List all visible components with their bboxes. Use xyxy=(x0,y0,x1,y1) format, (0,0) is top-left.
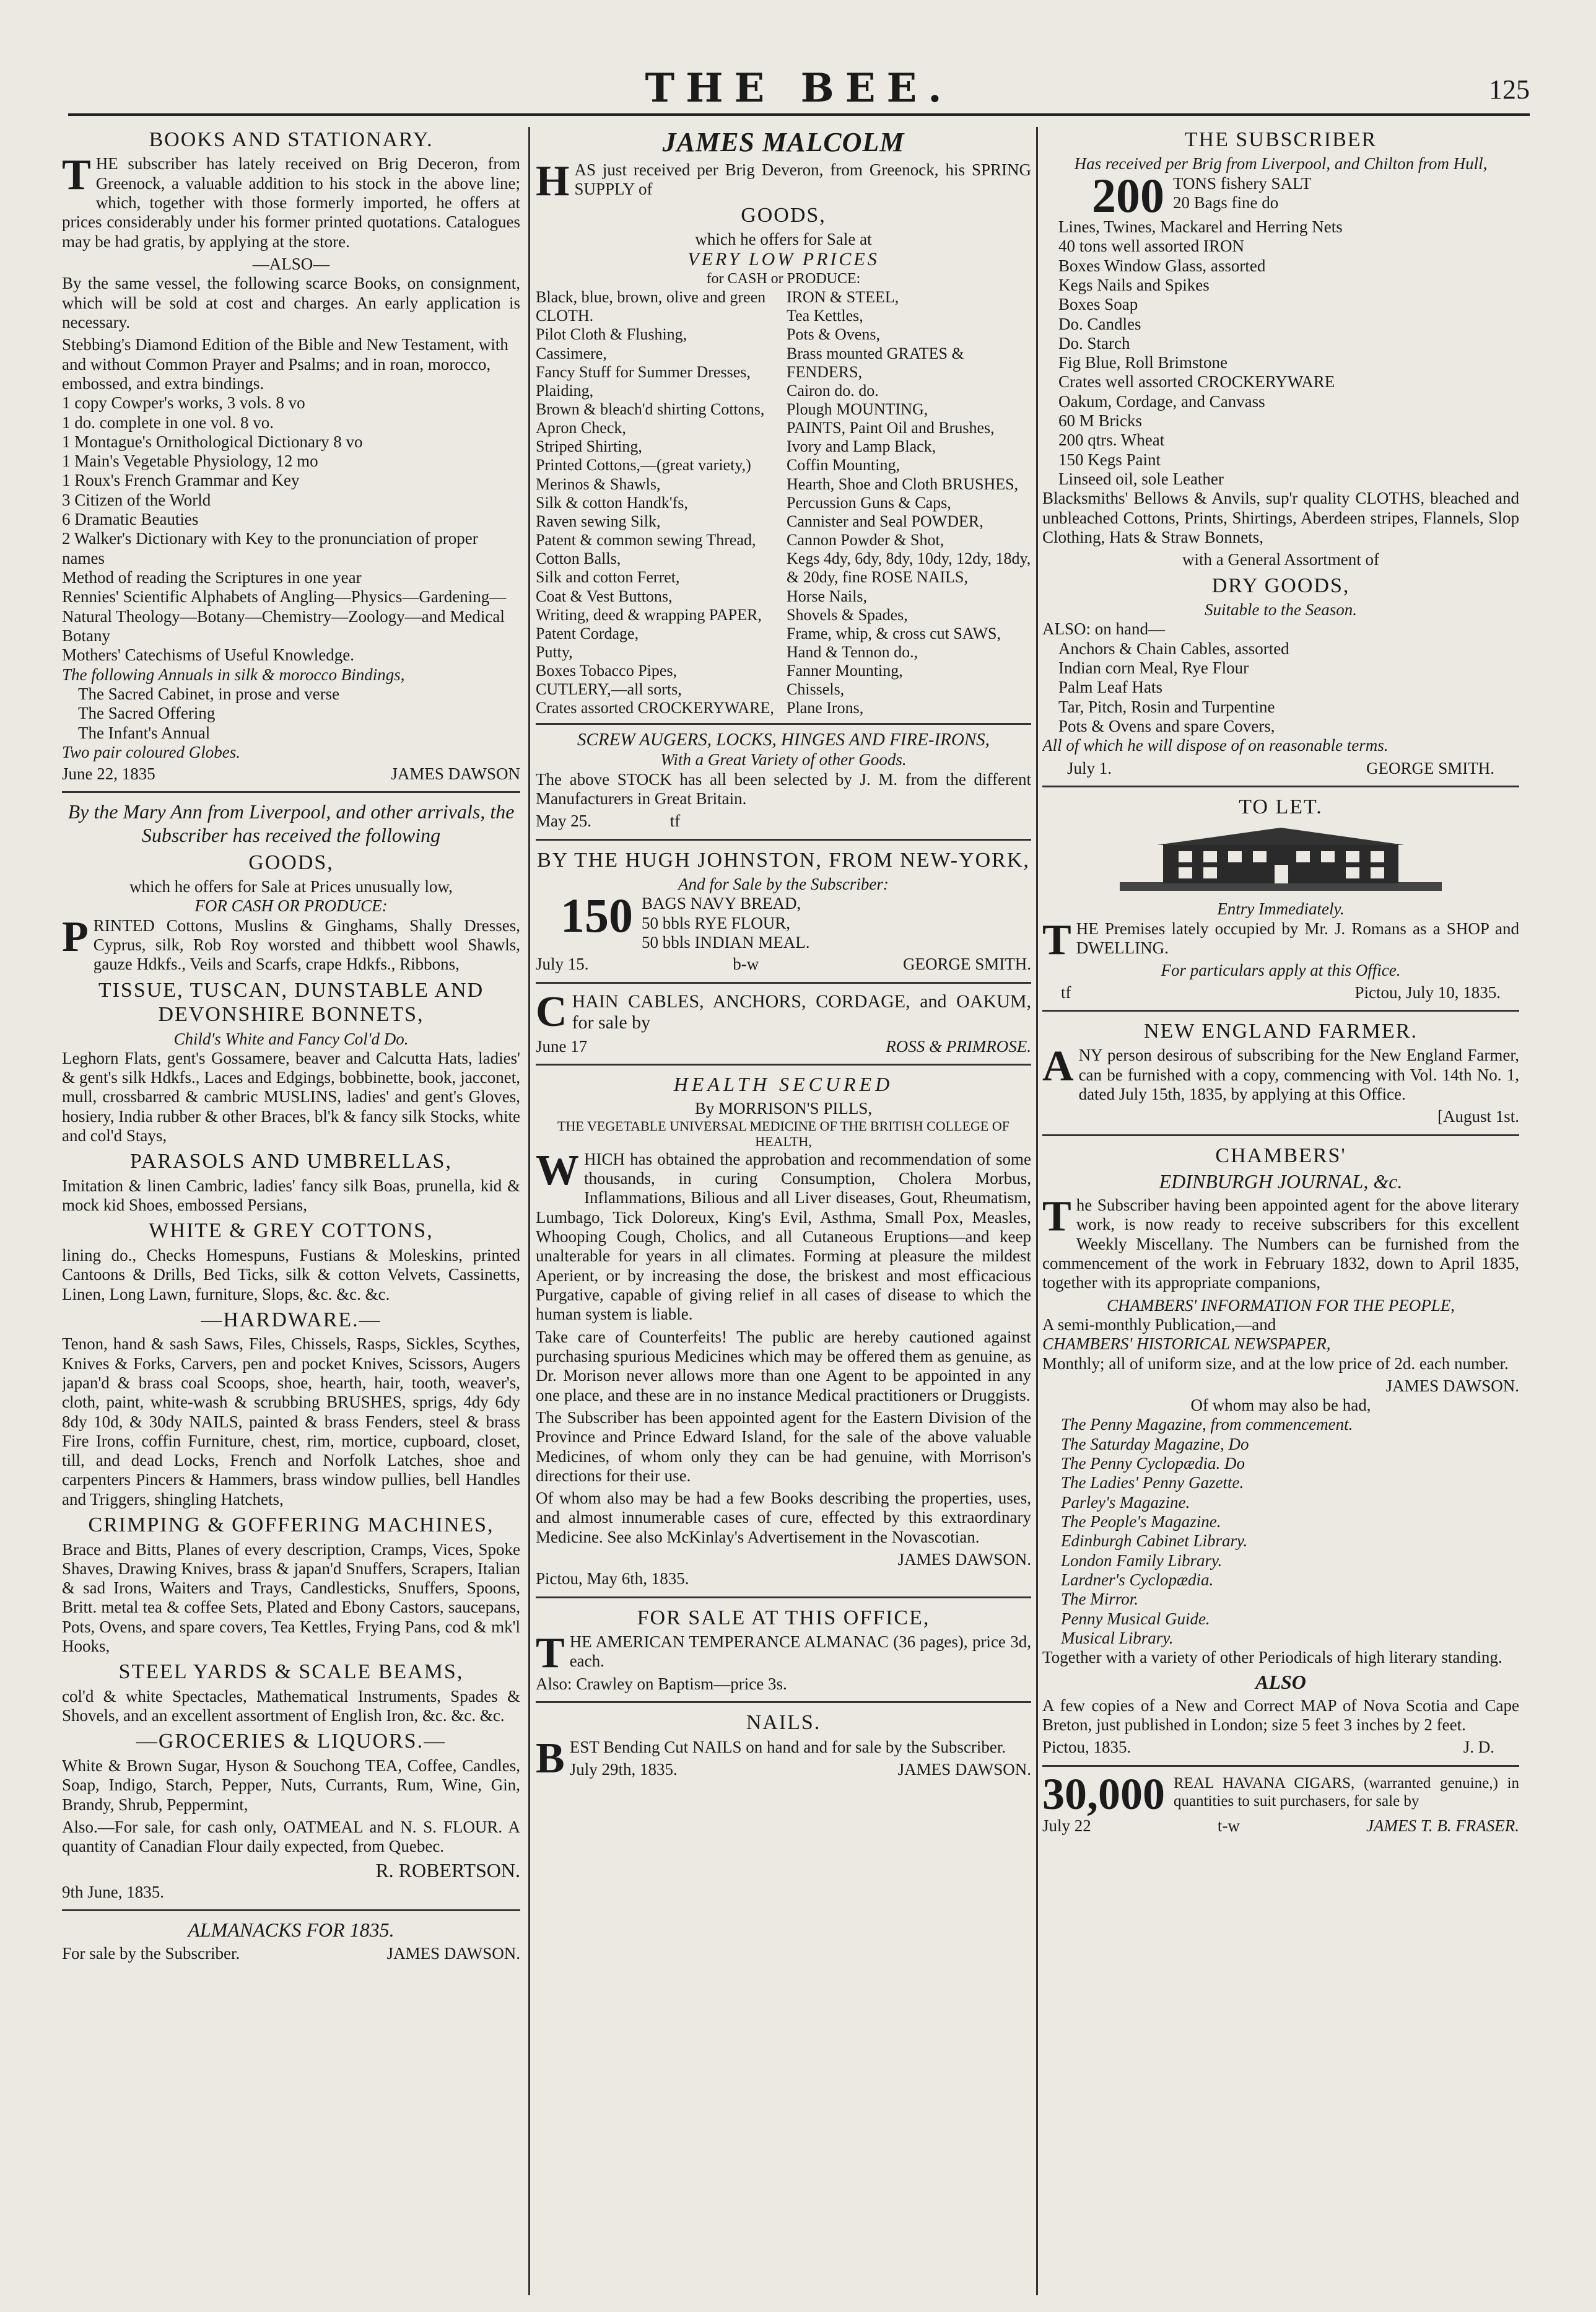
list-item: Cannister and Seal POWDER, xyxy=(787,512,983,530)
books-footer xyxy=(62,764,520,784)
chambers-heading: CHAMBERS' xyxy=(1215,1144,1346,1167)
cigars-advert xyxy=(1042,1769,1519,1836)
list-item: Hand & Tennon do., xyxy=(787,643,918,661)
list-item: Kegs Nails and Spikes xyxy=(1058,275,1210,294)
groceries-text: White & Brown Sugar, Hyson & Souchong TEA, Coffee, Candles, Soap, Indigo, Starch, Pepper, Nuts, Currants, Rum, Wine, Gin, Brandy, Shrub, Peppermint, xyxy=(62,1756,520,1814)
signature: GEORGE SMITH. xyxy=(1366,758,1494,777)
list-item: Boxes Window Glass, assorted xyxy=(1058,256,1266,275)
whom-line: Of whom may also be had, xyxy=(1190,1396,1371,1415)
list-item: Musical Library. xyxy=(1061,1628,1174,1647)
list-item: Pots & Ovens and spare Covers, xyxy=(1058,716,1275,735)
childs-line: Child's White and Fancy Col'd Do. xyxy=(173,1029,409,1048)
signature: JAMES T. B. FRASER. xyxy=(1366,1816,1519,1836)
date: July 1. xyxy=(1067,758,1112,777)
stock-text: The above STOCK has all been selected by J. M. from the different Manufacturers in Great Britain. xyxy=(536,769,1031,808)
date: Pictou, 1835. xyxy=(1042,1738,1132,1757)
list-item: Lines, Twines, Mackarel and Herring Nets xyxy=(1058,217,1343,236)
list-item: Shovels & Spades, xyxy=(787,605,908,624)
salt-row xyxy=(1042,168,1519,222)
signature: ROSS & PRIMROSE. xyxy=(886,1037,1031,1056)
tf-code: tf xyxy=(669,812,681,831)
list-item: Linseed oil, sole Leather xyxy=(1058,470,1224,488)
chambers-body: The Subscriber having been appointed agent for the above literary work, is now ready to receive subscribers for this excellent Weekly Miscellany. The Numbers can be furnished from the commencement of the work in February 1832, down to April 1835, together with its appropriate companions, xyxy=(1042,1193,1519,1292)
health-advert xyxy=(536,1073,1031,1588)
list-item: The Sacred Offering xyxy=(78,704,216,723)
almanacks-footer xyxy=(62,1944,520,1963)
masthead xyxy=(68,65,1530,115)
agent-text: The Subscriber has been appointed agent for the Eastern Division of the Province and Prince Edward Island, for the sale of the above valuable Medicines, of whom only they can be had genuine, with Morrison's directions for their use. xyxy=(536,1408,1031,1485)
steel-heading: STEEL YARDS & SCALE BEAMS, xyxy=(118,1660,464,1684)
list-item: Two pair coloured Globes. xyxy=(62,742,240,761)
list-item: Apron Check, xyxy=(536,419,626,437)
together-line: Together with a variety of other Periodicals of high literary standing. xyxy=(1042,1648,1502,1667)
list-item: The Mirror. xyxy=(1061,1590,1139,1609)
divider xyxy=(62,1909,520,1911)
brace-text: Brace and Bitts, Planes of every description, Cramps, Vices, Spoke Shaves, Drawing Knives, brass & japan'd Snuffers, Scrapers, Italian & sad Irons, Waiters and Trays, Candlesticks, Snuffers, Spoons, Britt. metal tea & coffee Sets, Plated and Ebony Castors, saucepans, Pots, Ovens, and spare covers, Tea Kettles, Frying Pans, cod & mk'l Hooks, xyxy=(62,1539,520,1656)
goods-list-right xyxy=(787,288,1031,718)
signature: JAMES DAWSON. xyxy=(1385,1376,1519,1395)
johnston-advert xyxy=(536,848,1031,974)
date: Pictou, July 10, 1835. xyxy=(1354,983,1501,1002)
page-number: 125 xyxy=(1489,74,1530,105)
list-item: 40 tons well assorted IRON xyxy=(1058,237,1244,256)
list-item: Putty, xyxy=(536,643,573,661)
chain-advert xyxy=(536,987,1031,1057)
list-item: 6 Dramatic Beauties xyxy=(62,510,199,529)
list-item: 3 Citizen of the World xyxy=(62,490,211,509)
list-item: Coat & Vest Buttons, xyxy=(536,587,673,605)
books-list xyxy=(62,335,520,762)
imitation-text: Imitation & linen Cambric, ladies' fancy silk Boas, prunella, kid & mock kid Shoes, embossed Persians, xyxy=(62,1176,520,1215)
list-item: Black, blue, brown, olive and green CLOTH. xyxy=(536,288,766,325)
list-item: Cannon Powder & Shot, xyxy=(787,531,944,550)
divider xyxy=(536,723,1031,725)
almanacks-advert xyxy=(62,1919,520,1963)
list-item: Plaiding, xyxy=(536,381,594,400)
list-item: Fanner Mounting, xyxy=(787,662,903,680)
column-divider xyxy=(528,127,530,2295)
books-consignment: By the same vessel, the following scarce Books, on consignment, which will be sold at cost and charges. An early application is necessary. xyxy=(62,274,520,331)
goods-heading: GOODS, xyxy=(248,851,334,874)
drygoods-heading: DRY GOODS, xyxy=(1211,574,1350,597)
cigars-body: REAL HAVANA CIGARS, (warranted genuine,) in quantities to suit purchasers, for sale by xyxy=(1174,1774,1519,1810)
chain-text: CHAIN CABLES, ANCHORS, CORDAGE, and OAKUM, for sale by xyxy=(536,987,1031,1036)
list-item: Merinos & Shawls, xyxy=(536,475,661,493)
list-item: Ivory and Lamp Black, xyxy=(787,437,936,456)
list-item: Lardner's Cyclopædia. xyxy=(1061,1570,1214,1589)
divider xyxy=(1042,1765,1519,1767)
books-intro: THE subscriber has lately received on Brig Deceron, from Greenock, a valuable addition to his stock in the above line; which, together with those formerly imported, he offers at prices considerably under his former printed quotations. Catalogues may be had gratis, by applying at the store. xyxy=(62,151,520,251)
list-item: 50 bbls INDIAN MEAL. xyxy=(642,932,810,952)
date: [August 1st. xyxy=(1437,1107,1519,1126)
list-item: Hearth, Shoe and Cloth BRUSHES, xyxy=(787,475,1019,493)
list-item: 50 bbls RYE FLOUR, xyxy=(642,913,791,932)
list-item: Palm Leaf Hats xyxy=(1058,678,1162,697)
information-line: CHAMBERS' INFORMATION FOR THE PEOPLE, xyxy=(1107,1295,1455,1315)
list-item: Patent Cordage, xyxy=(536,624,639,642)
malcolm-advert xyxy=(536,126,1031,831)
malcolm-name: JAMES MALCOLM xyxy=(662,127,905,157)
smith-advert xyxy=(1042,128,1519,778)
list-item: Parley's Magazine. xyxy=(1061,1492,1190,1512)
periodicals-list xyxy=(1042,1415,1519,1648)
steel-text: col'd & white Spectacles, Mathematical Instruments, Spades & Shovels, and an excellent assortment of English Iron, &c. &c. &c. xyxy=(62,1686,520,1725)
johnston-goods xyxy=(536,888,1031,952)
list-item: Stebbing's Diamond Edition of the Bible and New Testament, with and without Common Prayer and Psalms; and in roan, morocco, embossed, and extra bindings. xyxy=(62,335,508,393)
divider xyxy=(536,982,1031,984)
bags-line: 20 Bags fine do xyxy=(1173,193,1279,212)
divider xyxy=(536,1701,1031,1703)
hardware-text: Tenon, hand & sash Saws, Files, Chissels, Rasps, Sickles, Scythes, Knives & Forks, Carvers, pen and pocket Knives, Scissors, Augers japan'd & brass coal Scoops, shoe, hearth, hair, tooth, weaver's, cloth, paint, white-wash & scrubbing BRUSHES, sprigs, 4dy 6dy 8dy 10d, & 30dy NAILS, painted & brass Fenders, steel & brass Fire Irons, coffin Furniture, chest, rim, mortice, cupboard, closet, till, and dead Locks, French and Norfolk Latches, shoe and carpenters Pincers & Hammers, brass window pullies, bell Handles and Triggers, shingling Hatchets, xyxy=(62,1334,520,1508)
goods-heading: GOODS, xyxy=(741,203,826,227)
signature: JAMES DAWSON. xyxy=(897,1759,1031,1779)
list-item: Plough MOUNTING, xyxy=(787,400,928,418)
dispose-line: All of which he will dispose of on reasonable terms. xyxy=(1042,736,1389,755)
list-item: Percussion Guns & Caps, xyxy=(787,493,951,512)
list-item: 1 Roux's French Grammar and Key xyxy=(62,471,300,490)
list-item: The Infant's Annual xyxy=(78,723,211,742)
list-item: Horse Nails, xyxy=(787,587,867,605)
smith-list xyxy=(1042,217,1519,489)
list-item: BAGS NAVY BREAD, xyxy=(642,894,801,913)
prices-line: VERY LOW PRICES xyxy=(687,249,879,270)
list-item: Penny Musical Guide. xyxy=(1061,1609,1210,1628)
divider xyxy=(536,839,1031,841)
list-item: London Family Library. xyxy=(1061,1551,1223,1570)
list-item: Edinburgh Cabinet Library. xyxy=(1061,1531,1248,1551)
list-item: Striped Shirting, xyxy=(536,437,642,456)
code: b-w xyxy=(733,955,759,974)
arrivals-intro: By the Mary Ann from Liverpool, and other arrivals, the Subscriber has received the following xyxy=(68,800,515,846)
robertson-advert xyxy=(62,800,520,1901)
column-divider xyxy=(1036,127,1038,2295)
forsale-body: THE AMERICAN TEMPERANCE ALMANAC (36 pages), price 3d, each. xyxy=(536,1629,1031,1678)
list-item: Boxes Tobacco Pipes, xyxy=(536,662,678,680)
season-line: Suitable to the Season. xyxy=(1205,600,1357,619)
particulars-line: For particulars apply at this Office. xyxy=(1161,961,1401,980)
goods-terms: FOR CASH OR PRODUCE: xyxy=(194,896,388,916)
monthly-line: Monthly; all of uniform size, and at the low price of 2d. each number. xyxy=(1042,1354,1509,1373)
list-item: Mothers' Catechisms of Useful Knowledge. xyxy=(62,646,355,665)
list-item: Raven sewing Silk, xyxy=(536,512,661,530)
list-item: Crates assorted CROCKERYWARE, xyxy=(536,699,774,717)
list-item: 1 Montague's Ornithological Dictionary 8 vo xyxy=(62,432,363,451)
newspaper-title: THE BEE. xyxy=(645,65,953,112)
quantity-number: 30,000 xyxy=(1042,1769,1165,1819)
caution-text: Take care of Counterfeits! The public are hereby cautioned against purchasing spurious Medicines which may be offered them as genuine, as Dr. Morison never allows more than one Agent to be appointed in any one place, and these are in no instance Medical practitioners or Druggists. xyxy=(536,1327,1031,1404)
list-item: Kegs 4dy, 6dy, 8dy, 10dy, 12dy, 18dy, & 20dy, fine ROSE NAILS, xyxy=(787,550,1031,587)
list-item: Boxes Soap xyxy=(1058,295,1138,314)
entry-line: Entry Immediately. xyxy=(1217,900,1345,919)
goods-list-left xyxy=(536,288,780,718)
tolet-advert xyxy=(1042,795,1519,1002)
list-item: Cotton Balls, xyxy=(536,550,621,568)
date: July 22 xyxy=(1042,1816,1091,1836)
health-body: WHICH has obtained the approbation and recommendation of some thousands, in curing Consumption, Cholera Morbus, Inflammations, Bilious and all Liver diseases, Gout, Rheumatism, Lumbago, Tick Doloreux, King's Evil, Asthma, Small Pox, Measles, Whooping Cough, Cholics, and all Cutaneous Eruptions—and keep unalterable for years in all climates. Forming at pleasure the mildest Aperient, or by increasing the dose, the briskest and most efficacious Purgative, capable of giving relief in all cases of disease to which the human system is liable. xyxy=(536,1146,1031,1324)
list-item: Printed Cottons,—(great variety,) xyxy=(536,456,751,475)
goods-list xyxy=(536,288,1031,718)
map-also: ALSO xyxy=(1255,1670,1306,1693)
list-item: 200 qtrs. Wheat xyxy=(1058,431,1165,450)
list-item: Plane Irons, xyxy=(787,699,864,717)
almanacks-heading: ALMANACKS FOR 1835. xyxy=(188,1918,395,1941)
semi-line: A semi-monthly Publication,—and xyxy=(1042,1315,1276,1334)
divider xyxy=(1042,1134,1519,1136)
salt-line: TONS fishery SALT xyxy=(1173,173,1312,193)
johnston-sub: And for Sale by the Subscriber: xyxy=(678,874,889,893)
list-item: Fig Blue, Roll Brimstone xyxy=(1058,353,1228,372)
also-list xyxy=(1042,639,1519,737)
smith-footer xyxy=(1042,759,1519,778)
list-item: Frame, whip, & cross cut SAWS, xyxy=(787,624,1001,642)
column-left xyxy=(62,124,520,2298)
list-item: Pots & Ovens, xyxy=(787,325,880,344)
quantity-number: 200 xyxy=(1092,168,1164,222)
chambers-advert xyxy=(1042,1144,1519,1668)
date: July 29th, 1835. xyxy=(569,1759,678,1779)
list-item: The following Annuals in silk & morocco Bindings, xyxy=(62,665,405,684)
divider xyxy=(1042,1010,1519,1012)
books-text: Of whom also may be had a few Books describing the properties, uses, and almost innumerable cases of cure, effected by this extraordinary Medicine. See also McKinlay's Advertisement in the Novascotian. xyxy=(536,1489,1031,1546)
list-item: 1 copy Cowper's works, 3 vols. 8 vo xyxy=(62,393,305,413)
signature: GEORGE SMITH. xyxy=(902,955,1031,974)
journal-heading: EDINBURGH JOURNAL, &c. xyxy=(1159,1170,1403,1193)
parasols-heading: PARASOLS AND UMBRELLAS, xyxy=(130,1150,452,1173)
nails-footer xyxy=(570,1760,1031,1779)
bellows-text: Blacksmiths' Bellows & Anvils, sup'r quality CLOTHS, bleached and unbleached Cottons, Prints, Shirtings, Aberdeen stripes, Flannels, Slop Clothing, Hats & Straw Bonnets, xyxy=(1042,489,1519,546)
signature: JAMES DAWSON xyxy=(391,764,520,784)
tf-code: tf xyxy=(1061,983,1071,1002)
forsale-heading: FOR SALE AT THIS OFFICE, xyxy=(637,1606,930,1629)
list-item: Pilot Cloth & Flushing, xyxy=(536,325,687,344)
list-item: PAINTS, Paint Oil and Brushes, xyxy=(787,419,995,437)
tolet-footer xyxy=(1042,983,1519,1002)
variety-line: With a Great Variety of other Goods. xyxy=(660,750,907,769)
screw-augers: SCREW AUGERS, LOCKS, HINGES AND FIRE-IRONS, xyxy=(577,729,990,750)
farmer-body: ANY person desirous of subscribing for the New England Farmer, can be furnished with a copy, commencing with Vol. 14th No. 1, dated July 15th, 1835, by applying at this Office. xyxy=(1042,1043,1519,1103)
list-item: Oakum, Cordage, and Canvass xyxy=(1058,392,1265,411)
smith-intro: Has received per Brig from Liverpool, and Chilton from Hull, xyxy=(1074,154,1488,173)
hardware-heading: —HARDWARE.— xyxy=(201,1308,382,1331)
list-item: Cairon do. do. xyxy=(787,381,879,400)
list-item: Silk & cotton Handk'fs, xyxy=(536,493,688,512)
list-item: 2 Walker's Dictionary with Key to the pronunciation of proper names xyxy=(62,529,478,567)
list-item: 60 M Bricks xyxy=(1058,411,1142,431)
quantity-number: 150 xyxy=(560,888,633,943)
johnston-heading: BY THE HUGH JOHNSTON, FROM NEW-YORK, xyxy=(537,848,1030,872)
forsale-advert xyxy=(536,1606,1031,1694)
list-item: The People's Magazine. xyxy=(1061,1512,1221,1531)
list-item: The Sacred Cabinet, in prose and verse xyxy=(78,684,340,703)
date: June 22, 1835 xyxy=(62,764,155,784)
farmer-advert xyxy=(1042,1019,1519,1127)
groceries-heading: —GROCERIES & LIQUORS.— xyxy=(136,1730,447,1753)
map-advert xyxy=(1042,1671,1519,1758)
list-item: 1 Main's Vegetable Physiology, 12 mo xyxy=(62,452,318,471)
books-also: —ALSO— xyxy=(252,255,330,273)
cottons-heading: WHITE & GREY COTTONS, xyxy=(149,1219,434,1243)
list-item: Do. Starch xyxy=(1058,333,1130,352)
date: 9th June, 1835. xyxy=(62,1882,164,1901)
divider xyxy=(62,791,520,793)
list-item: Chissels, xyxy=(787,680,845,699)
cigars-row xyxy=(1042,1769,1519,1819)
map-body: A few copies of a New and Correct MAP of Nova Scotia and Cape Breton, just published in London; size 5 feet 3 inches by 2 feet. xyxy=(1042,1696,1519,1734)
historical-line: CHAMBERS' HISTORICAL NEWSPAPER, xyxy=(1042,1334,1331,1354)
tolet-heading: TO LET. xyxy=(1239,795,1323,818)
initials: J. D. xyxy=(1463,1738,1494,1757)
list-item: The Penny Magazine, from commencement. xyxy=(1061,1415,1353,1434)
terms-line: for CASH or PRODUCE: xyxy=(706,271,861,287)
list-item: Patent & common sewing Thread, xyxy=(536,531,756,550)
list-item: Silk and cotton Ferret, xyxy=(536,568,680,587)
list-item: Coffin Mounting, xyxy=(787,456,900,475)
date: Pictou, May 6th, 1835. xyxy=(536,1569,689,1588)
list-item: Fancy Stuff for Summer Dresses, xyxy=(536,362,751,381)
signature: R. ROBERTSON. xyxy=(375,1859,520,1882)
date: June 17 xyxy=(536,1037,588,1056)
forsale-also: Also: Crawley on Baptism—price 3s. xyxy=(536,1674,787,1693)
list-item: The Saturday Magazine, Do xyxy=(1061,1434,1249,1453)
health-heading: HEALTH SECURED xyxy=(673,1073,894,1096)
list-item: Tar, Pitch, Rosin and Turpentine xyxy=(1058,697,1275,716)
books-advert xyxy=(62,128,520,784)
printed-cottons: PRINTED Cottons, Muslins & Ginghams, Shally Dresses, Cyprus, silk, Rob Roy worsted and thibbett wool Shawls, gauze Hdkfs., Veils and Scarfs, crape Hdkfs., Ribbons, xyxy=(62,913,520,974)
nails-body: BEST Bending Cut NAILS on hand and for sale by the Subscriber. xyxy=(536,1734,1006,1782)
code: t-w xyxy=(1217,1816,1240,1836)
list-item: Anchors & Chain Cables, assorted xyxy=(1058,639,1289,658)
crimping-heading: CRIMPING & GOFFERING MACHINES, xyxy=(88,1513,494,1537)
column-middle xyxy=(536,124,1031,2298)
signature: JAMES DAWSON. xyxy=(897,1550,1031,1569)
malcolm-footer xyxy=(536,812,1031,831)
leghorn-text: Leghorn Flats, gent's Gossamere, beaver and Calcutta Hats, ladies' & gent's silk Hdkfs., Laces and Edgings, bobbinette, book, jacconet, mull, crossbarred & cambric MUSLINS, ladies' and gent's Gloves, hosiery, India rubber & other Braces, bl'k & fancy silk Stocks, white and col'd Stays, xyxy=(62,1048,520,1145)
column-right xyxy=(1042,124,1519,2298)
list-item: 150 Kegs Paint xyxy=(1058,450,1161,469)
salt-lines xyxy=(1173,174,1312,213)
date: July 15. xyxy=(536,955,589,974)
list-item: Method of reading the Scriptures in one year xyxy=(62,568,362,587)
health-sub: By MORRISON'S PILLS, xyxy=(694,1098,873,1118)
nails-heading: NAILS. xyxy=(746,1711,821,1735)
books-heading: BOOKS AND STATIONARY. xyxy=(149,128,434,151)
list-item: 1 do. complete in one vol. 8 vo. xyxy=(62,413,274,432)
list-item: Brown & bleach'd shirting Cottons, xyxy=(536,400,765,418)
list-item: The Penny Cyclopædia. Do xyxy=(1061,1454,1245,1473)
list-item: CUTLERY,—all sorts, xyxy=(536,680,682,699)
college-line: THE VEGETABLE UNIVERSAL MEDICINE OF THE BRITISH COLLEGE OF HEALTH, xyxy=(557,1118,1009,1150)
list-item: Rennies' Scientific Alphabets of Angling—Physics—Gardening—Natural Theology—Botany—Chemistry—Zoology—and Medical Botany xyxy=(62,587,507,645)
malcolm-intro: HAS just received per Brig Deveron, from Greenock, his SPRING SUPPLY of xyxy=(536,157,1031,206)
list-item: Indian corn Meal, Rye Flour xyxy=(1058,658,1249,677)
list-item: Crates well assorted CROCKERYWARE xyxy=(1058,372,1335,392)
divider xyxy=(536,1064,1031,1066)
masthead-rule xyxy=(68,113,1530,116)
johnston-footer xyxy=(536,955,1031,974)
list-item: Do. Candles xyxy=(1058,314,1141,333)
tolet-body: THE Premises lately occupied by Mr. J. Romans as a SHOP and DWELLING. xyxy=(1042,916,1519,964)
map-footer xyxy=(1042,1738,1519,1757)
johnston-lines xyxy=(642,894,809,952)
almanacks-text: For sale by the Subscriber. xyxy=(62,1944,240,1963)
nails-advert xyxy=(536,1710,1031,1782)
also-line: ALSO: on hand— xyxy=(1042,620,1165,639)
bonnets-heading: TISSUE, TUSCAN, DUNSTABLE AND DEVONSHIRE BONNETS, xyxy=(98,978,484,1027)
house-illustration xyxy=(1120,825,1442,893)
list-item: Writing, deed & wrapping PAPER, xyxy=(536,605,762,624)
smith-heading: THE SUBSCRIBER xyxy=(1184,128,1377,151)
divider xyxy=(536,1596,1031,1598)
goods-sub: which he offers for Sale at xyxy=(695,230,872,249)
list-item: Tea Kettles, xyxy=(787,307,863,325)
date: May 25. xyxy=(536,812,591,831)
signature: JAMES DAWSON. xyxy=(386,1944,520,1963)
divider xyxy=(1042,786,1519,787)
farmer-heading: NEW ENGLAND FARMER. xyxy=(1144,1019,1418,1043)
general-line: with a General Assortment of xyxy=(1182,550,1379,569)
cigars-footer xyxy=(1042,1816,1519,1836)
list-item: Brass mounted GRATES & FENDERS, xyxy=(787,344,964,381)
oatmeal-text: Also.—For sale, for cash only, OATMEAL and N. S. FLOUR. A quantity of Canadian Flour daily expected, from Quebec. xyxy=(62,1817,520,1856)
list-item: Cassimere, xyxy=(536,344,607,362)
chain-footer xyxy=(536,1037,1031,1056)
list-item: IRON & STEEL, xyxy=(787,288,899,307)
lining-text: lining do., Checks Homespuns, Fustians & Moleskins, printed Cantoons & Drills, Bed Ticks, silk & cotton Velvets, Cassinetts, Linen, Long Lawn, furniture, Slops, &c. &c. &c. xyxy=(62,1245,520,1303)
goods-sub: which he offers for Sale at Prices unusually low, xyxy=(129,877,453,896)
list-item: The Ladies' Penny Gazette. xyxy=(1061,1473,1244,1492)
